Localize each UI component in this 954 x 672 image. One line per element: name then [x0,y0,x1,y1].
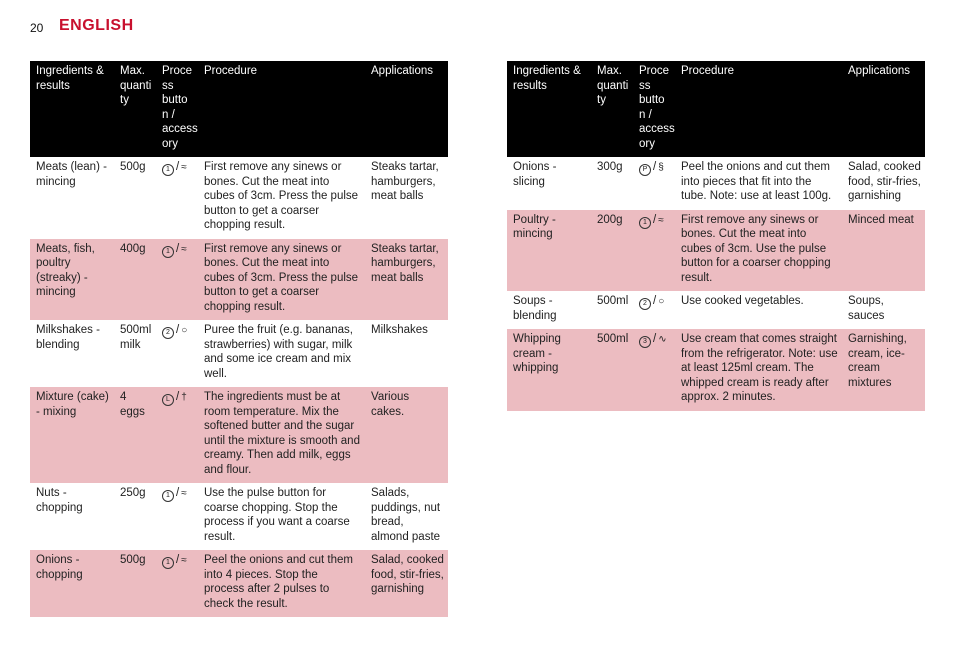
ingredient-cell: Milkshakes - blending [30,320,114,387]
page-number: 20 [30,21,44,35]
applications-cell: Salads, puddings, nut bread, almond paste [365,483,448,550]
button-accessory-cell [156,387,198,483]
separator: / [653,213,657,226]
jug-accessory-icon: ○ [181,325,188,336]
table-row [30,550,448,617]
ingredient-cell: Meats (lean) - mincing [30,157,114,239]
blade-accessory-icon: ≈ [181,243,187,255]
separator: / [176,242,180,255]
header-process-button: Proce ss butto n / access ory [633,61,675,157]
procedure-table-left [30,61,448,617]
applications-cell: Minced meat [842,210,925,292]
blade-accessory-icon: ≈ [658,214,664,226]
table-row [30,157,448,239]
procedure-table-right [507,61,925,411]
header-ingredients: Ingredients & results [30,61,114,157]
separator: / [653,295,657,307]
header-ingredients: Ingredients & results [507,61,591,157]
procedure-cell: Use cooked vegetables. [675,291,842,329]
separator: / [176,161,180,173]
button-accessory-cell [156,320,198,387]
header-max-quantity: Max. quanti ty [114,61,156,157]
speed-dial-icon: 2 [639,298,651,310]
button-accessory-cell [156,483,198,550]
header-process-button: Proce ss butto n / access ory [156,61,198,157]
button-accessory-cell [633,291,675,329]
speed-dial-icon: 3 [639,336,651,348]
applications-cell: Milkshakes [365,320,448,387]
quantity-cell: 500ml [591,329,633,411]
button-accessory-cell [156,157,198,239]
blade-accessory-icon: ≈ [181,162,187,173]
speed-dial-icon: L [162,394,174,406]
header-procedure: Procedure [675,61,842,157]
separator: / [176,487,180,499]
procedure-cell: Puree the fruit (e.g. bananas, strawberries) with sugar, milk and some ice cream and mix well. [198,320,365,387]
quantity-cell: 400g [114,239,156,321]
separator: / [176,324,180,336]
ingredient-cell: Nuts - chopping [30,483,114,550]
table-header-row [30,61,448,157]
quantity-cell: 500ml [591,291,633,329]
table-row [507,329,925,411]
kneader-accessory-icon: † [181,392,187,403]
speed-dial-icon: 1 [162,246,174,258]
speed-dial-icon: 2 [162,327,174,339]
ingredient-cell: Soups - blending [507,291,591,329]
table-header-row [507,61,925,157]
quantity-cell: 4 eggs [114,387,156,483]
ingredient-cell: Poultry - mincing [507,210,591,292]
procedure-cell: The ingredients must be at room temperature. Mix the softened butter and the sugar until the mixture is smooth and creamy. Then add milk, eggs and flour. [198,387,365,483]
speed-dial-icon: P [639,164,651,176]
table-row [30,239,448,321]
speed-dial-icon: 1 [162,557,174,569]
blade-accessory-icon: ≈ [181,488,187,499]
applications-cell: Salad, cooked food, stir-fries, garnishing [365,550,448,617]
button-accessory-cell [156,239,198,321]
disc-accessory-icon: § [658,162,664,173]
applications-cell: Soups, sauces [842,291,925,329]
applications-cell: Garnishing, cream, ice-cream mixtures [842,329,925,411]
quantity-cell: 250g [114,483,156,550]
ingredient-cell: Mixture (cake) - mixing [30,387,114,483]
button-accessory-cell [633,210,675,292]
table-row [507,157,925,210]
procedure-cell: Peel the onions and cut them into 4 pieces. Stop the process after 2 pulses to check the result. [198,550,365,617]
quantity-cell: 200g [591,210,633,292]
whisk-accessory-icon: ∿ [658,334,667,345]
applications-cell: Salad, cooked food, stir-fries, garnishing [842,157,925,210]
applications-cell: Steaks tartar, hamburgers, meat balls [365,239,448,321]
ingredient-cell: Whipping cream - whipping [507,329,591,411]
procedure-cell: First remove any sinews or bones. Cut the meat into cubes of 3cm. Press the pulse button to get a coarser chopping result. [198,157,365,239]
table-row [30,483,448,550]
blade-accessory-icon: ≈ [181,555,187,566]
speed-dial-icon: 1 [162,490,174,502]
procedure-cell: Use cream that comes straight from the refrigerator. Note: use at least 125ml cream. The whipped cream is ready after approx. 2 minutes. [675,329,842,411]
table-row [507,291,925,329]
table-row [507,210,925,292]
speed-dial-icon: 1 [639,217,651,229]
procedure-cell: Use the pulse button for coarse chopping. Stop the process if you want a coarse result. [198,483,365,550]
quantity-cell: 500ml milk [114,320,156,387]
applications-cell: Steaks tartar, hamburgers, meat balls [365,157,448,239]
button-accessory-cell [156,550,198,617]
header-applications: Applications [365,61,448,157]
button-accessory-cell [633,157,675,210]
applications-cell: Various cakes. [365,387,448,483]
quantity-cell: 500g [114,550,156,617]
separator: / [653,333,657,345]
jug-accessory-icon: ○ [658,296,665,307]
quantity-cell: 500g [114,157,156,239]
header-procedure: Procedure [198,61,365,157]
header-applications: Applications [842,61,925,157]
table-row [30,320,448,387]
ingredient-cell: Onions - slicing [507,157,591,210]
procedure-cell: Peel the onions and cut them into pieces that fit into the tube. Note: use at least 100g. [675,157,842,210]
procedure-cell: First remove any sinews or bones. Cut the meat into cubes of 3cm. Use the pulse button for a coarser chopping result. [675,210,842,292]
speed-dial-icon: 1 [162,164,174,176]
table-row [30,387,448,483]
separator: / [176,391,180,403]
button-accessory-cell [633,329,675,411]
separator: / [653,161,657,173]
procedure-cell: First remove any sinews or bones. Cut the meat into cubes of 3cm. Press the pulse button to get a coarser chopping result. [198,239,365,321]
ingredient-cell: Meats, fish, poultry (streaky) - mincing [30,239,114,321]
header-max-quantity: Max. quanti ty [591,61,633,157]
quantity-cell: 300g [591,157,633,210]
page-title: ENGLISH [59,17,134,34]
ingredient-cell: Onions - chopping [30,550,114,617]
separator: / [176,554,180,566]
